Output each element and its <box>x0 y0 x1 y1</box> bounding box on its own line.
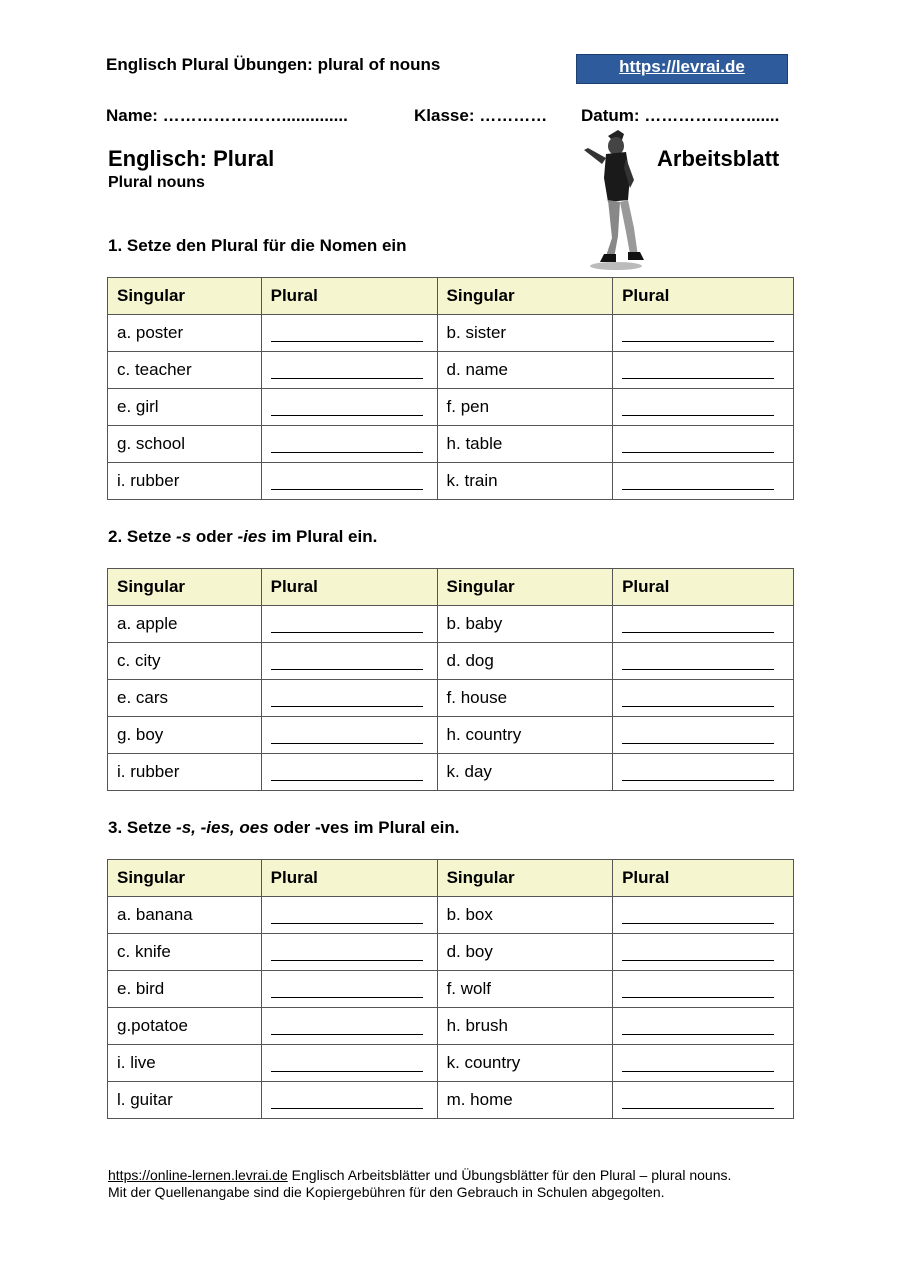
plural-answer-cell[interactable] <box>261 315 437 352</box>
plural-answer-cell[interactable] <box>261 934 437 971</box>
plural-answer-cell[interactable] <box>261 606 437 643</box>
answer-blank-line[interactable] <box>271 399 423 416</box>
singular-word: f. house <box>437 680 613 717</box>
answer-blank-line[interactable] <box>271 690 423 707</box>
answer-blank-line[interactable] <box>622 981 774 998</box>
singular-word: k. country <box>437 1045 613 1082</box>
footer-link[interactable]: https://online-lernen.levrai.de <box>108 1167 288 1183</box>
answer-blank-line[interactable] <box>622 473 774 490</box>
singular-word: i. live <box>108 1045 262 1082</box>
plural-answer-cell[interactable] <box>613 1008 794 1045</box>
section-heading-part: 1. Setze den Plural für die Nomen ein <box>108 236 407 255</box>
page-title: Englisch: Plural <box>108 146 275 171</box>
section-heading-3 <box>108 818 460 838</box>
singular-word: k. day <box>437 754 613 791</box>
column-header: Singular <box>108 569 262 606</box>
plural-answer-cell[interactable] <box>613 971 794 1008</box>
answer-blank-line[interactable] <box>271 981 423 998</box>
plural-answer-cell[interactable] <box>613 606 794 643</box>
name-field: Name: ………………….............. <box>106 106 348 125</box>
plural-answer-cell[interactable] <box>613 1082 794 1119</box>
singular-word: c. teacher <box>108 352 262 389</box>
singular-word: e. girl <box>108 389 262 426</box>
plural-answer-cell[interactable] <box>261 680 437 717</box>
plural-answer-cell[interactable] <box>613 463 794 500</box>
table-row <box>108 897 794 934</box>
singular-word: k. train <box>437 463 613 500</box>
section-heading-1 <box>108 236 407 256</box>
plural-answer-cell[interactable] <box>613 426 794 463</box>
answer-blank-line[interactable] <box>622 764 774 781</box>
singular-word: b. sister <box>437 315 613 352</box>
singular-word: b. box <box>437 897 613 934</box>
table-row <box>108 1082 794 1119</box>
singular-word: f. pen <box>437 389 613 426</box>
column-header: Plural <box>261 569 437 606</box>
plural-answer-cell[interactable] <box>261 717 437 754</box>
section-heading-part: -s, -ies, oes <box>176 818 269 837</box>
column-header: Plural <box>613 860 794 897</box>
plural-answer-cell[interactable] <box>613 352 794 389</box>
singular-word: d. dog <box>437 643 613 680</box>
plural-answer-cell[interactable] <box>261 971 437 1008</box>
column-header: Singular <box>108 860 262 897</box>
column-header: Singular <box>437 278 613 315</box>
table-row <box>108 352 794 389</box>
plural-answer-cell[interactable] <box>613 897 794 934</box>
answer-blank-line[interactable] <box>271 907 423 924</box>
answer-blank-line[interactable] <box>622 616 774 633</box>
answer-blank-line[interactable] <box>271 436 423 453</box>
singular-word: a. apple <box>108 606 262 643</box>
answer-blank-line[interactable] <box>622 727 774 744</box>
table-row <box>108 643 794 680</box>
plural-answer-cell[interactable] <box>613 754 794 791</box>
singular-word: b. baby <box>437 606 613 643</box>
answer-blank-line[interactable] <box>271 473 423 490</box>
table-row <box>108 606 794 643</box>
plural-answer-cell[interactable] <box>613 1045 794 1082</box>
singular-word: l. guitar <box>108 1082 262 1119</box>
answer-blank-line[interactable] <box>271 653 423 670</box>
singular-word: d. boy <box>437 934 613 971</box>
singular-word: h. country <box>437 717 613 754</box>
table-row <box>108 1045 794 1082</box>
answer-blank-line[interactable] <box>271 1018 423 1035</box>
table-row <box>108 315 794 352</box>
table-row <box>108 717 794 754</box>
table-row <box>108 389 794 426</box>
section-heading-2 <box>108 527 377 547</box>
answer-blank-line[interactable] <box>622 325 774 342</box>
plural-answer-cell[interactable] <box>261 389 437 426</box>
column-header: Plural <box>613 278 794 315</box>
plural-answer-cell[interactable] <box>261 643 437 680</box>
answer-blank-line[interactable] <box>622 944 774 961</box>
answer-blank-line[interactable] <box>271 944 423 961</box>
answer-blank-line[interactable] <box>271 727 423 744</box>
table-header-row <box>108 569 794 606</box>
singular-word: g.potatoe <box>108 1008 262 1045</box>
section-heading-part: im Plural ein. <box>266 527 378 546</box>
exercise-table-1 <box>107 277 794 500</box>
singular-word: a. banana <box>108 897 262 934</box>
section-heading-part: oder -ves im Plural ein. <box>268 818 460 837</box>
answer-blank-line[interactable] <box>271 764 423 781</box>
singular-word: f. wolf <box>437 971 613 1008</box>
column-header: Singular <box>108 278 262 315</box>
table-row <box>108 754 794 791</box>
table-row <box>108 463 794 500</box>
answer-blank-line[interactable] <box>622 907 774 924</box>
singular-word: a. poster <box>108 315 262 352</box>
plural-answer-cell[interactable] <box>613 643 794 680</box>
column-header: Plural <box>261 278 437 315</box>
section-heading-part: 2. Setze <box>108 527 177 546</box>
plural-answer-cell[interactable] <box>261 426 437 463</box>
section-heading-part: -ies <box>237 527 267 546</box>
exercise-table-3 <box>107 859 794 1119</box>
table-row <box>108 426 794 463</box>
table-row <box>108 1008 794 1045</box>
answer-blank-line[interactable] <box>622 1055 774 1072</box>
class-field: Klasse: ………… <box>414 106 548 125</box>
worksheet-header-title: Englisch Plural Übungen: plural of nouns <box>106 55 441 74</box>
plural-answer-cell[interactable] <box>613 934 794 971</box>
singular-word: c. city <box>108 643 262 680</box>
answer-blank-line[interactable] <box>622 362 774 379</box>
plural-answer-cell[interactable] <box>613 315 794 352</box>
table-row <box>108 971 794 1008</box>
plural-answer-cell[interactable] <box>261 1082 437 1119</box>
singular-word: h. brush <box>437 1008 613 1045</box>
column-header: Singular <box>437 860 613 897</box>
pirate-illustration <box>578 128 648 270</box>
section-heading-part: 3. Setze <box>108 818 177 837</box>
exercise-table-2 <box>107 568 794 791</box>
worksheet-label: Arbeitsblatt <box>657 146 780 171</box>
table-row <box>108 934 794 971</box>
site-link[interactable]: https://levrai.de <box>576 54 788 84</box>
table-header-row <box>108 860 794 897</box>
table-header-row <box>108 278 794 315</box>
plural-answer-cell[interactable] <box>261 1045 437 1082</box>
section-heading-part: oder <box>191 527 238 546</box>
footer-text-line2: Mit der Quellenangabe sind die Kopiergebühren für den Gebrauch in Schulen abgegolten. <box>108 1184 665 1200</box>
singular-word: e. bird <box>108 971 262 1008</box>
answer-blank-line[interactable] <box>622 1018 774 1035</box>
plural-answer-cell[interactable] <box>261 754 437 791</box>
answer-blank-line[interactable] <box>271 1055 423 1072</box>
plural-answer-cell[interactable] <box>261 897 437 934</box>
answer-blank-line[interactable] <box>622 690 774 707</box>
answer-blank-line[interactable] <box>271 1092 423 1109</box>
answer-blank-line[interactable] <box>271 362 423 379</box>
answer-blank-line[interactable] <box>622 436 774 453</box>
column-header: Plural <box>613 569 794 606</box>
singular-word: h. table <box>437 426 613 463</box>
singular-word: c. knife <box>108 934 262 971</box>
plural-answer-cell[interactable] <box>613 389 794 426</box>
singular-word: i. rubber <box>108 754 262 791</box>
singular-word: m. home <box>437 1082 613 1119</box>
footer <box>108 1167 808 1201</box>
singular-word: i. rubber <box>108 463 262 500</box>
answer-blank-line[interactable] <box>622 399 774 416</box>
answer-blank-line[interactable] <box>271 325 423 342</box>
plural-answer-cell[interactable] <box>261 463 437 500</box>
plural-answer-cell[interactable] <box>613 680 794 717</box>
answer-blank-line[interactable] <box>271 616 423 633</box>
table-row <box>108 680 794 717</box>
answer-blank-line[interactable] <box>622 653 774 670</box>
singular-word: e. cars <box>108 680 262 717</box>
singular-word: g. school <box>108 426 262 463</box>
column-header: Singular <box>437 569 613 606</box>
plural-answer-cell[interactable] <box>613 717 794 754</box>
singular-word: d. name <box>437 352 613 389</box>
answer-blank-line[interactable] <box>622 1092 774 1109</box>
footer-text-line1: Englisch Arbeitsblätter und Übungsblätter für den Plural – plural nouns. <box>287 1167 732 1183</box>
plural-answer-cell[interactable] <box>261 1008 437 1045</box>
date-field: Datum: ………………....... <box>581 106 780 125</box>
section-heading-part: -s <box>176 527 192 546</box>
plural-answer-cell[interactable] <box>261 352 437 389</box>
singular-word: g. boy <box>108 717 262 754</box>
column-header: Plural <box>261 860 437 897</box>
page-subtitle: Plural nouns <box>108 174 205 191</box>
